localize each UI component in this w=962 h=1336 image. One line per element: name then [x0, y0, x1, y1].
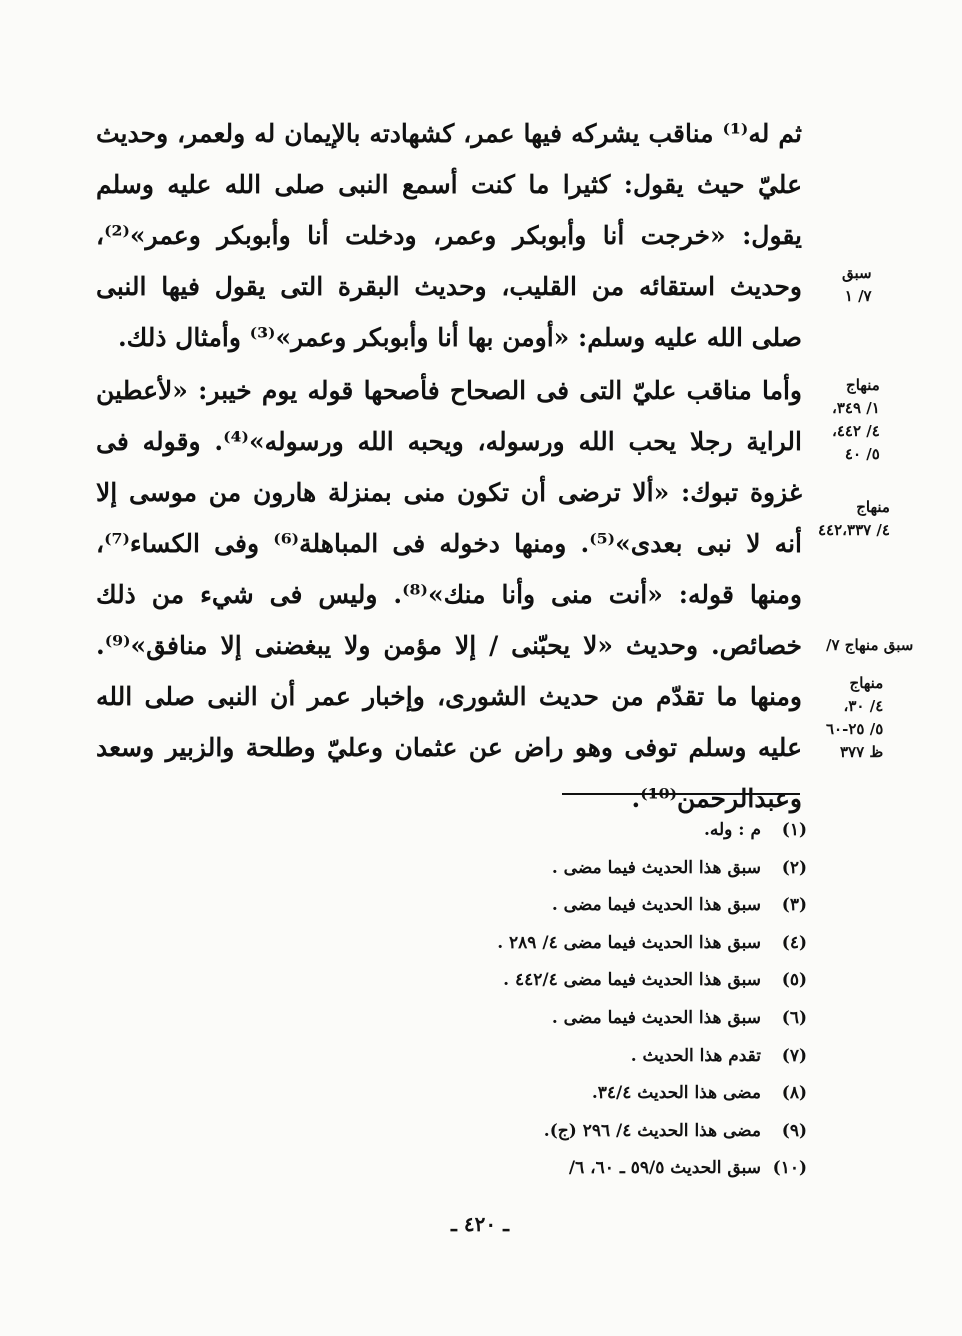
footnote-number: (٤)	[781, 932, 807, 953]
margin-note: سبق منهاج ٧/	[826, 636, 914, 654]
footnote-number: (١)	[781, 820, 807, 840]
footnote-divider	[562, 793, 800, 795]
footnote-number: (٨)	[781, 1083, 807, 1104]
footnote-item	[247, 887, 807, 925]
footnote-item	[247, 1150, 807, 1188]
body-paragraph: وأما مناقب عليّ التى فى الصحاح فأصحها قوله يوم خيبر: «لأعطين الراية رجلا يحب الله ورسوله، ويحبه الله ورسوله»⁽⁴⁾. وقوله فى غزوة تبوك: «ألا ترضى أن تكون منى بمنزلة هارون من موسى إلا أنه لا نبى بعدى»⁽⁵⁾. ومنها دخوله فى المباهلة⁽⁶⁾ وفى الكساء⁽⁷⁾، ومنها قوله: «أنت منى وأنا منك»⁽⁸⁾. وليس فى شيء من ذلك خصائص. وحديث «لا يحبّنى / إلا مؤمن ولا يبغضنى إلا منافق»⁽⁹⁾. ومنها ما تقدّم من حديث الشورى، وإخبار عمر أن النبى صلى الله عليه وسلم توفى وهو راض عن عثمان وعليّ وطلحة والزبير وسعد وعبدالرحمن⁽¹⁰⁾.	[96, 376, 802, 813]
footnote-number: (٩)	[781, 1120, 807, 1141]
footnote-item	[247, 1075, 807, 1113]
body-paragraph: ثم له⁽¹⁾ مناقب يشركه فيها عمر، كشهادته بالإيمان له ولعمر، وحديث عليّ حيث يقول: كثيرا ما كنت أسمع النبى صلى الله عليه وسلم يقول: «خرجت أنا وأبوبكر وعمر، ودخلت أنا وأبوبكر وعمر»⁽²⁾، وحديث استقائه من القليب، وحديث البقرة التى يقول فيها النبى صلى الله عليه وسلم: «أومن بها أنا وأبوبكر وعمر»⁽³⁾ وأمثال ذلك.	[96, 119, 802, 352]
footnote-text: مضى هذا الحديث ٣٤/٤.	[591, 1083, 761, 1104]
footnote-item	[247, 962, 807, 1000]
footnote-number: (٢)	[781, 857, 807, 878]
main-text-block	[96, 108, 802, 824]
footnote-number: (١٠)	[772, 1158, 807, 1179]
margin-note: منهاج ٤/ ٤٤٢،٣٣٧	[818, 498, 890, 539]
footnote-text: سبق هذا الحديث فيما مضى .	[551, 895, 761, 916]
footnote-item	[247, 812, 807, 850]
footnote-item	[247, 1113, 807, 1151]
footnote-text: سبق هذا الحديث فيما مضى .	[551, 857, 761, 878]
footnote-text: سبق الحديث ٥٩/٥ ـ ٦٠، ٦/	[568, 1158, 761, 1179]
footnote-text: تقدم هذا الحديث .	[630, 1045, 761, 1066]
footnotes-list	[247, 812, 807, 1188]
footnote-text: سبق هذا الحديث فيما مضى ٤٤٢/٤ .	[503, 970, 761, 991]
margin-note: منهاج ٤/ ٣٠، ٥/ ٢٥-٦٠ ظ ٣٧٧	[826, 674, 884, 761]
footnote-number: (٦)	[781, 1007, 807, 1028]
footnote-item	[247, 850, 807, 888]
footnote-text: سبق هذا الحديث فيما مضى .	[551, 1007, 761, 1028]
footnote-text: سبق هذا الحديث فيما مضى ٤/ ٢٨٩ .	[497, 932, 761, 953]
margin-note: سبق ٧/ ١	[842, 264, 872, 305]
footnote-item	[247, 1038, 807, 1076]
footnote-number: (٧)	[781, 1045, 807, 1066]
margin-note: منهاج ١/ ٣٤٩، ٤/ ٤٤٢، ٥/ ٤٠	[832, 376, 880, 463]
page-number: ـ ٤٢٠ ـ	[451, 1212, 509, 1236]
footnote-number: (٣)	[781, 895, 807, 916]
footnote-item	[247, 925, 807, 963]
footnote-text: مضى هذا الحديث ٤/ ٢٩٦ (ج).	[543, 1120, 761, 1141]
footnote-text: م : وله.	[703, 820, 761, 840]
footnote-number: (٥)	[781, 970, 807, 991]
footnote-item	[247, 1000, 807, 1038]
